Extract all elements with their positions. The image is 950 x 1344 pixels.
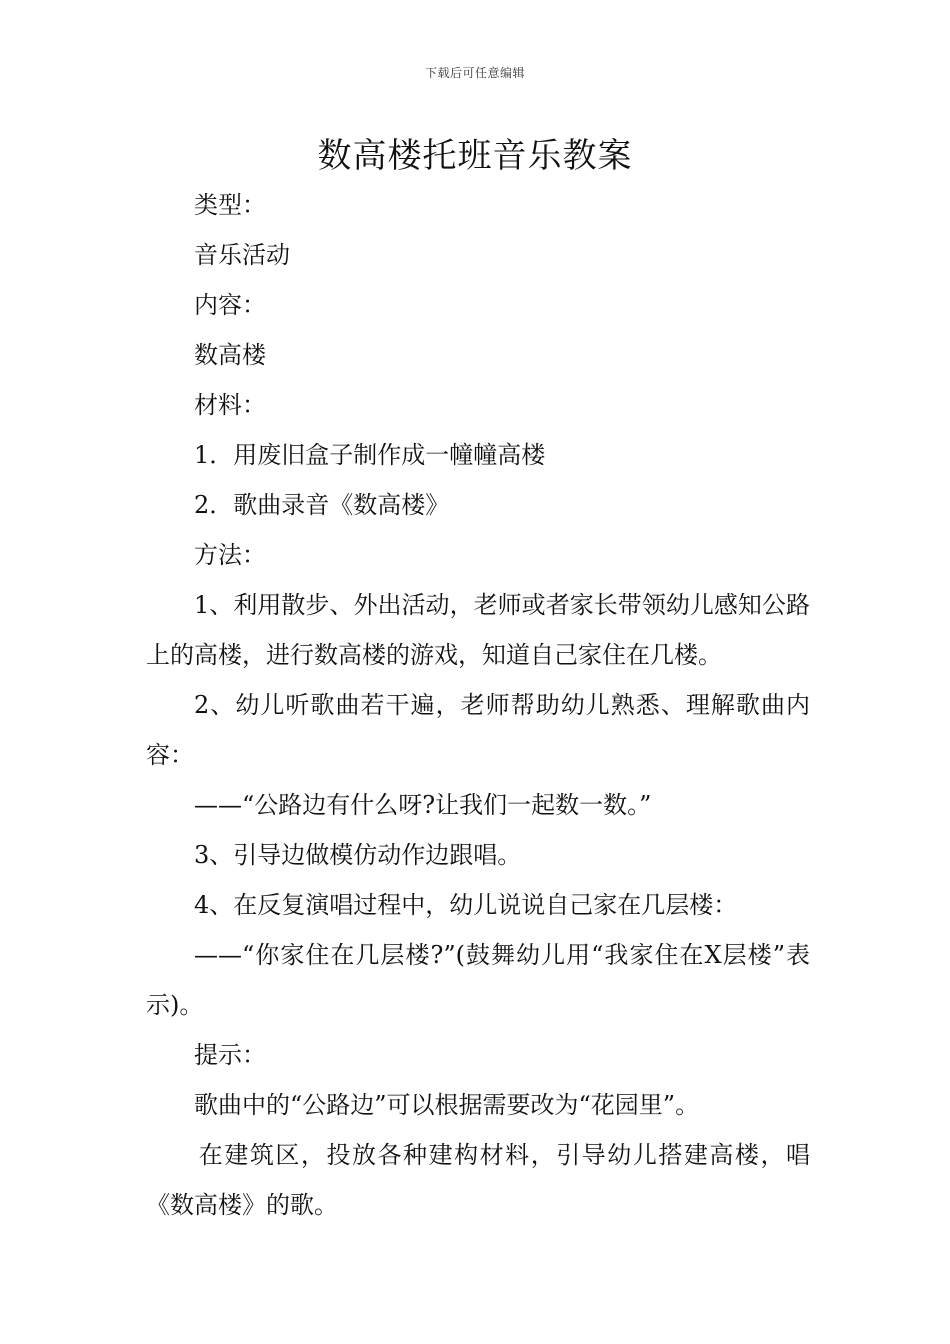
document-body	[146, 180, 810, 1230]
paragraph-material-1: 1．用废旧盒子制作成一幢幢高楼	[194, 441, 546, 469]
paragraph-type-label: 类型：	[194, 191, 266, 219]
paragraph-dialogue-2: ——“你家住在几层楼?”(鼓舞幼儿用“我家住在X层楼”表示)。	[146, 941, 810, 1019]
paragraph-material-2: 2．歌曲录音《数高楼》	[194, 491, 450, 519]
paragraph-content-value: 数高楼	[194, 341, 266, 369]
paragraph-tips-label: 提示：	[194, 1041, 266, 1069]
paragraph-materials-label: 材料：	[194, 391, 266, 419]
paragraph-method-label: 方法：	[194, 541, 266, 569]
paragraph-dialogue-1: ——“公路边有什么呀?让我们一起数一数。”	[194, 791, 652, 819]
document-title: 数高楼托班音乐教案	[317, 136, 633, 176]
paragraph-content-label: 内容：	[194, 291, 266, 319]
paragraph-tip-1: 歌曲中的“公路边”可以根据需要改为“花园里”。	[194, 1091, 700, 1119]
paragraph-tip-2: 在建筑区，投放各种建构材料，引导幼儿搭建高楼，唱《数高楼》的歌。	[146, 1141, 810, 1219]
paragraph-type-value: 音乐活动	[194, 241, 290, 269]
paragraph-method-3: 3、引导边做模仿动作边跟唱。	[194, 841, 522, 869]
header-note: 下载后可任意编辑	[424, 66, 525, 80]
paragraph-method-4: 4、在反复演唱过程中，幼儿说说自己家在几层楼：	[194, 891, 738, 919]
paragraph-method-2: 2、幼儿听歌曲若干遍，老师帮助幼儿熟悉、理解歌曲内容：	[146, 691, 810, 769]
paragraph-method-1: 1、利用散步、外出活动，老师或者家长带领幼儿感知公路上的高楼，进行数高楼的游戏，知道自己家住在几楼。	[146, 591, 810, 669]
